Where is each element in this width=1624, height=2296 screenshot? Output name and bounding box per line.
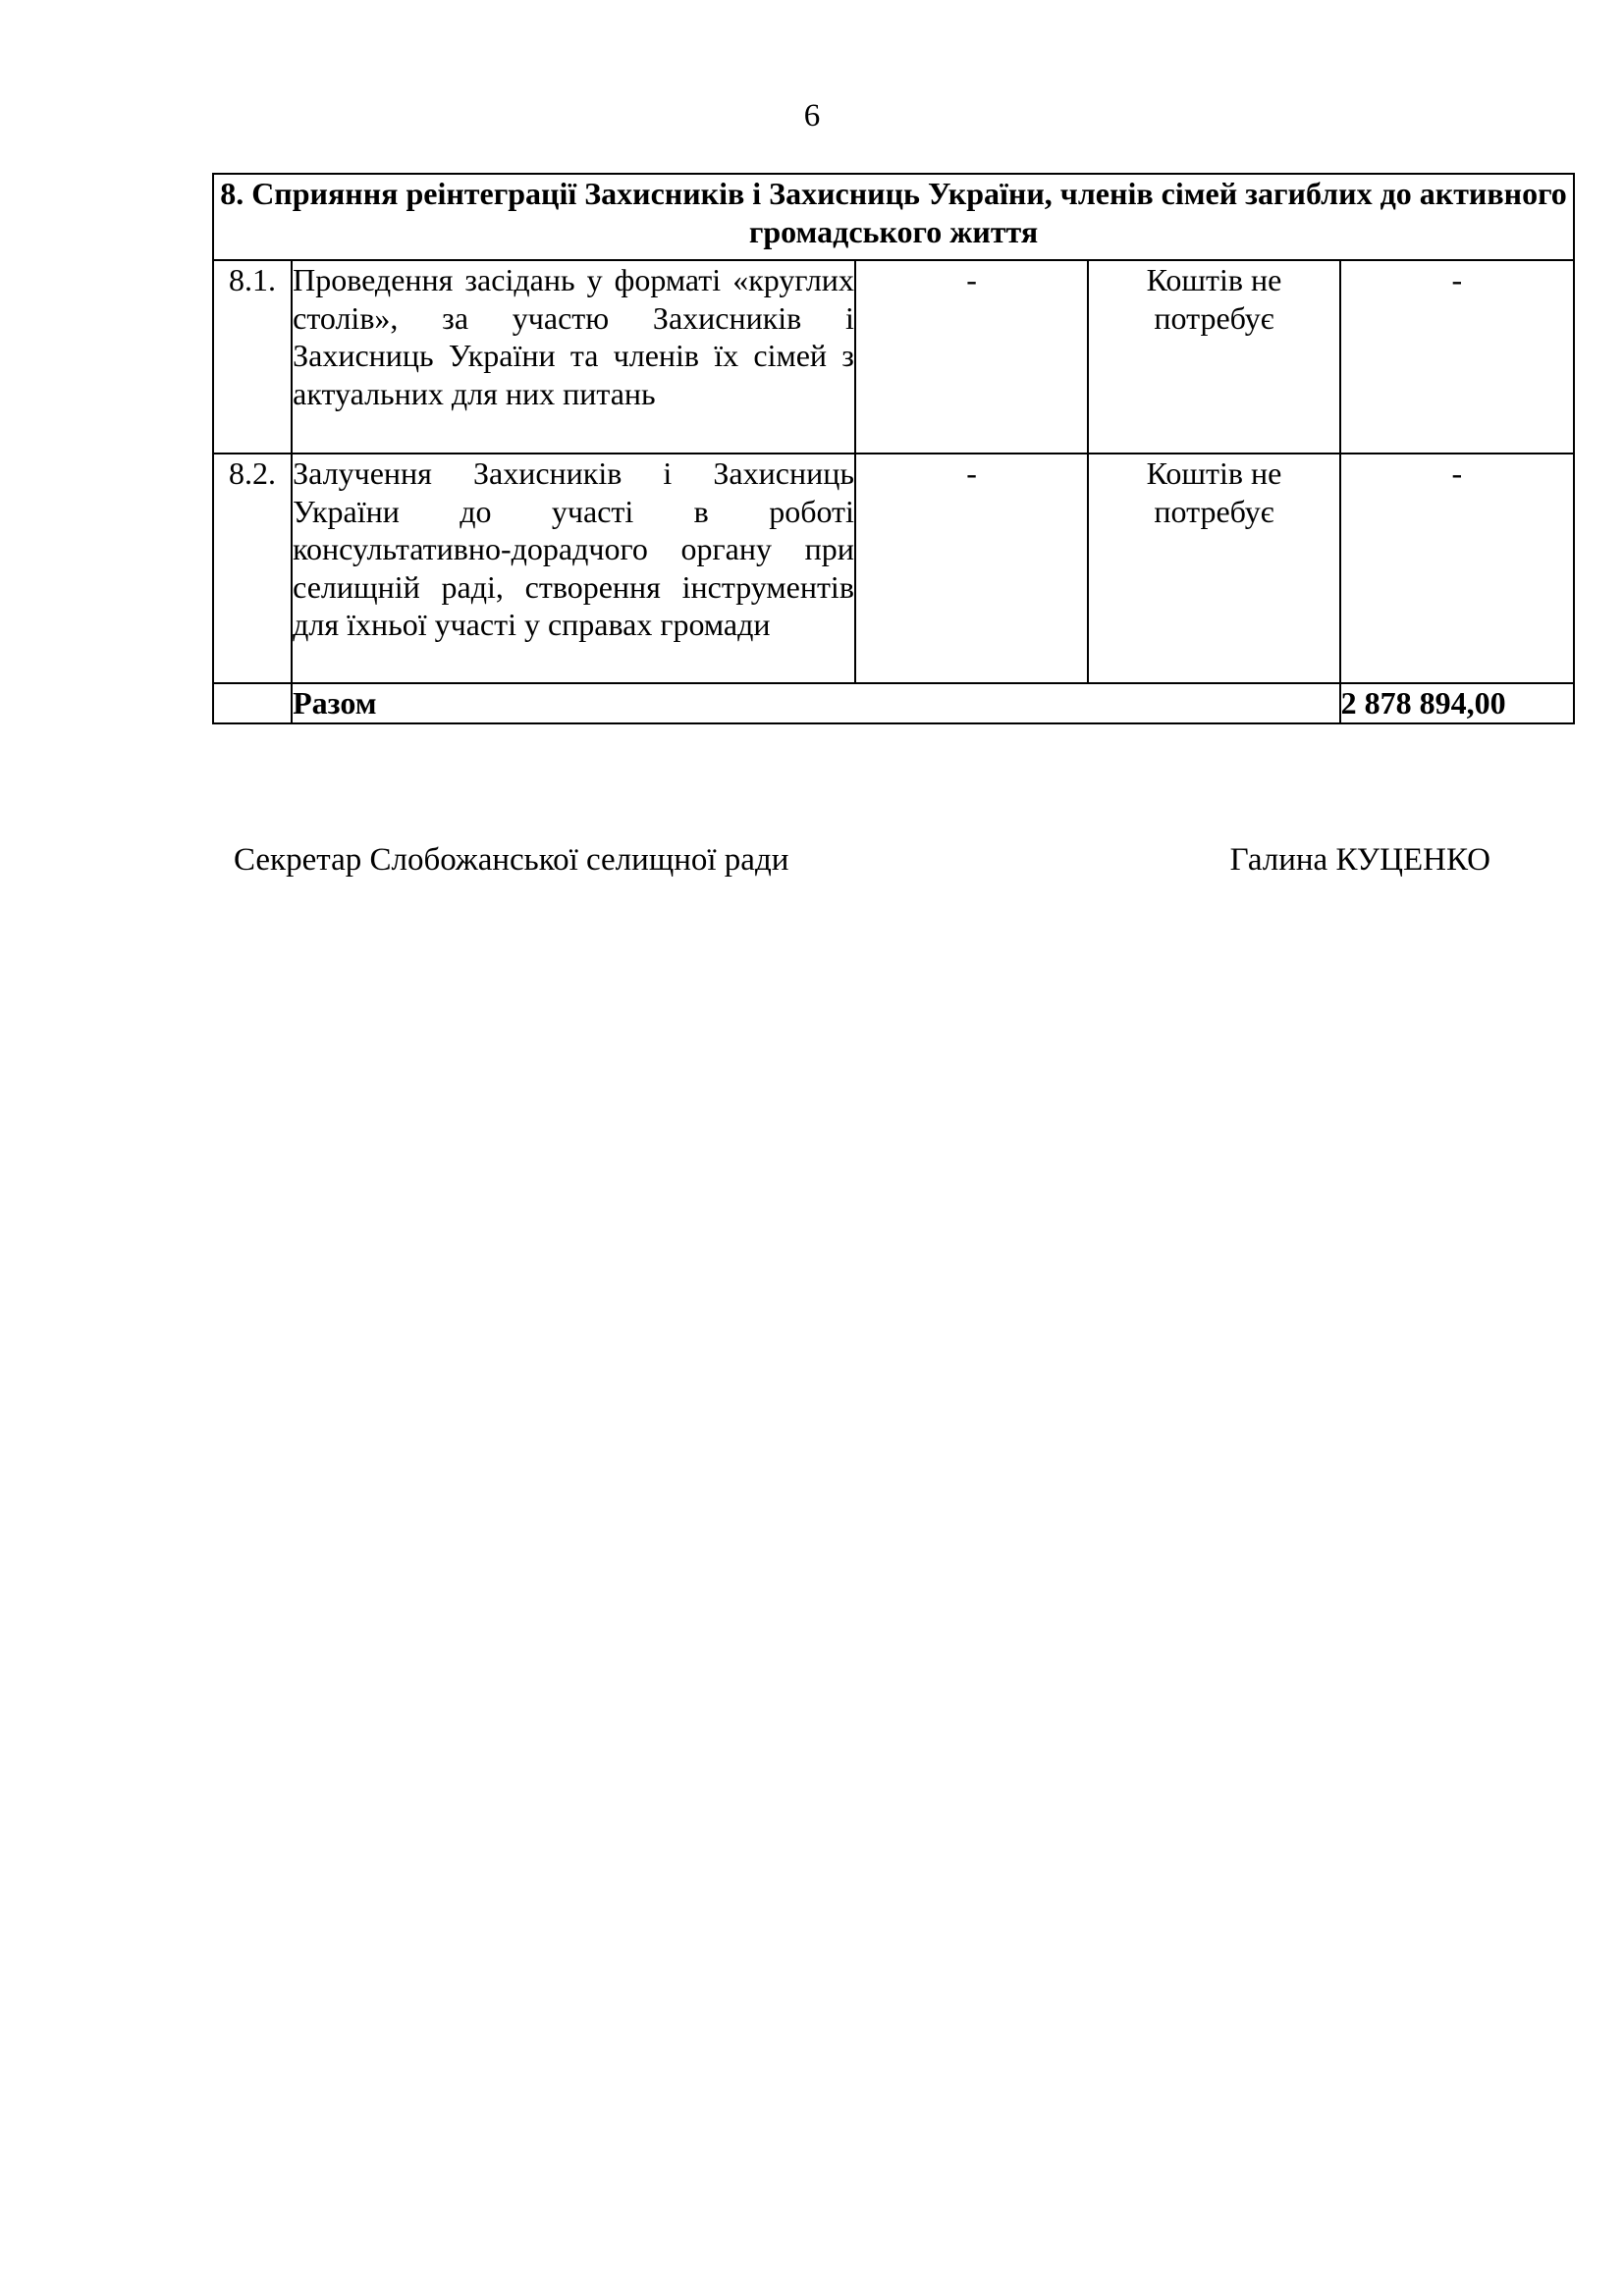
signature-block [234, 840, 1490, 880]
total-value: 2 878 894,00 [1340, 683, 1574, 723]
signer-position: Секретар Слобожанської селищної ради [234, 842, 789, 878]
row-number: 8.1. [213, 260, 292, 454]
measure-name: Проведення засідань у форматі «круглих столів», за участю Захисників і Захисниць України та членів їх сімей з актуальних для них питань [292, 260, 855, 454]
page-number: 6 [803, 98, 821, 133]
table-row [213, 454, 1574, 683]
funding-amount: - [1340, 260, 1574, 454]
table-row [213, 260, 1574, 454]
funding-source: - [855, 454, 1088, 683]
section-header-row [213, 174, 1574, 260]
section-title: 8. Сприяння реінтеграції Захисників і Захисниць України, членів сімей загиблих до активного громадського життя [213, 174, 1574, 260]
funding-note: Коштів не потребує [1088, 260, 1339, 454]
funding-amount: - [1340, 454, 1574, 683]
measure-name: Залучення Захисників і Захисниць України до участі в роботі консультативно-дорадчого органу при селищній раді, створення інструментів для їхньої участі у справах громади [292, 454, 855, 683]
signer-name: Галина КУЦЕНКО [1229, 842, 1490, 878]
funding-note: Коштів не потребує [1088, 454, 1339, 683]
row-number: 8.2. [213, 454, 292, 683]
funding-source: - [855, 260, 1088, 454]
total-label: Разом [292, 683, 1340, 723]
total-empty-cell [213, 683, 292, 723]
total-row [213, 683, 1574, 723]
measures-table [212, 173, 1575, 724]
